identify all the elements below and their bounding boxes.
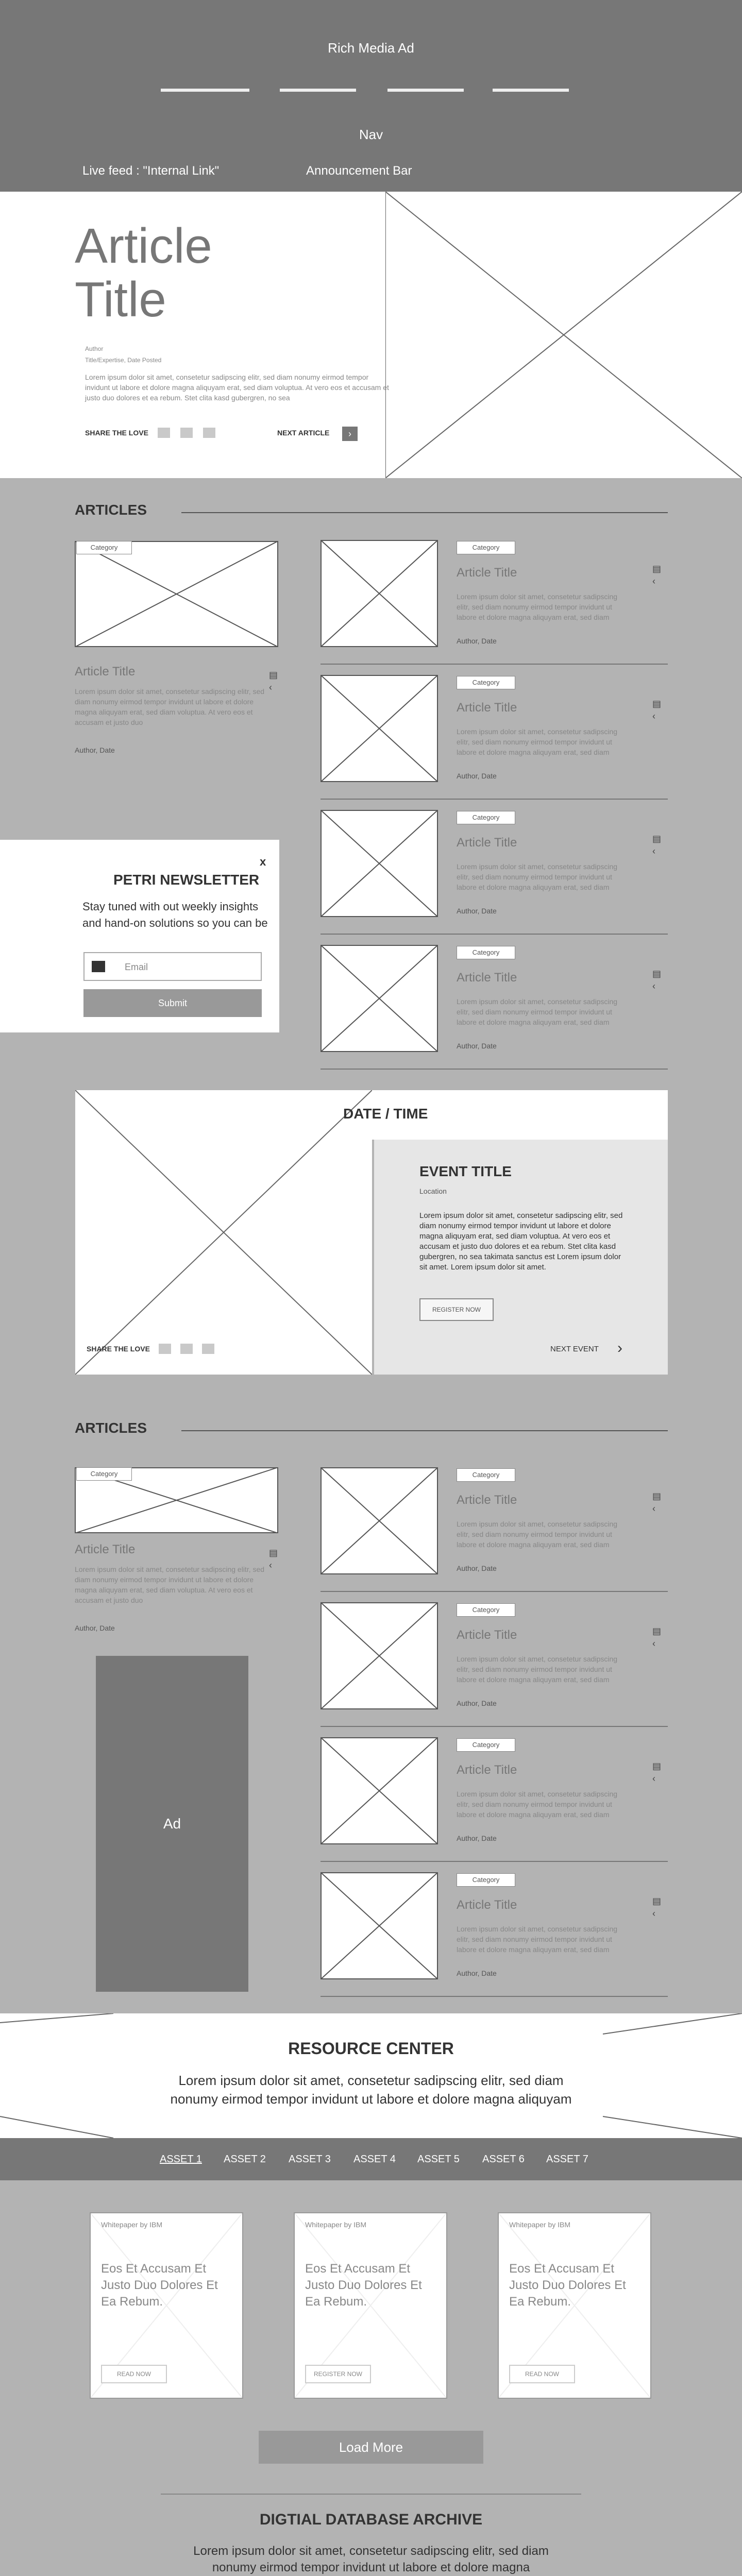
close-icon[interactable]: x bbox=[260, 855, 266, 868]
divider bbox=[161, 2494, 581, 2495]
category-tag[interactable]: Category bbox=[457, 1468, 515, 1482]
event-date-time: DATE / TIME bbox=[343, 1106, 428, 1122]
article-image-placeholder bbox=[321, 810, 438, 917]
author-date: Author, Date bbox=[457, 772, 497, 780]
article-image-placeholder bbox=[321, 945, 438, 1052]
tab-asset-1[interactable]: ASSET 1 bbox=[160, 2154, 202, 2165]
card-source: Whitepaper by IBM bbox=[101, 2221, 163, 2229]
ad-placeholder[interactable]: Ad bbox=[96, 1656, 248, 1992]
share-icon[interactable]: ‹ bbox=[652, 1503, 655, 1514]
nav-item[interactable] bbox=[280, 89, 356, 92]
share-icon[interactable]: ‹ bbox=[652, 1773, 655, 1784]
category-tag[interactable]: Category bbox=[76, 541, 132, 554]
register-now-button[interactable]: REGISTER NOW bbox=[419, 1298, 494, 1321]
share-icon[interactable]: ‹ bbox=[652, 846, 655, 856]
tab-asset-3[interactable]: ASSET 3 bbox=[289, 2154, 331, 2165]
rich-media-ad[interactable]: Rich Media Ad bbox=[328, 40, 414, 56]
envelope-icon bbox=[92, 961, 105, 972]
asset-tabs bbox=[0, 2138, 742, 2180]
share-icon[interactable]: ‹ bbox=[652, 1908, 655, 1919]
newsletter-heading: PETRI NEWSLETTER bbox=[113, 872, 260, 888]
article-image-placeholder bbox=[321, 1602, 438, 1709]
author-date: Author, Date bbox=[457, 1699, 497, 1707]
event-description: Lorem ipsum dolor sit amet, consetetur sadipscing elitr, sed diam nonumy eirmod tempor invidunt ut labore et dolore magna aliquyam erat, sed diam voluptua. At vero eos et accusam et justo duo dolores et ea rebum. Stet clita kasd gubergren, no sea takimata sanctus est Lorem ipsum dolor sit amet. Lorem ipsum dolor sit amet. bbox=[419, 1211, 623, 1272]
category-tag[interactable]: Category bbox=[457, 1873, 515, 1887]
card-source: Whitepaper by IBM bbox=[305, 2221, 367, 2229]
category-tag[interactable]: Category bbox=[457, 676, 515, 689]
author-date: Author, Date bbox=[457, 1564, 497, 1572]
comment-icon[interactable]: ▤ bbox=[269, 670, 278, 680]
title-expertise-date: Title/Expertise, Date Posted bbox=[85, 357, 162, 364]
article-title bbox=[75, 219, 212, 327]
article-title[interactable]: Article Title bbox=[457, 1763, 517, 1777]
comment-icon[interactable]: ▤ bbox=[652, 1626, 662, 1636]
category-tag[interactable]: Category bbox=[457, 811, 515, 824]
article-image-placeholder bbox=[321, 675, 438, 782]
tab-asset-6[interactable]: ASSET 6 bbox=[482, 2154, 525, 2165]
hero-article bbox=[0, 192, 742, 478]
author-date: Author, Date bbox=[75, 746, 115, 754]
comment-icon[interactable]: ▤ bbox=[652, 699, 662, 709]
share-icon[interactable]: ‹ bbox=[269, 682, 272, 692]
archive-heading: DIGTIAL DATABASE ARCHIVE bbox=[259, 2511, 483, 2528]
announcement-bar[interactable]: Announcement Bar bbox=[306, 164, 412, 178]
divider bbox=[321, 1861, 668, 1862]
newsletter-popup bbox=[0, 840, 279, 1032]
divider bbox=[321, 1996, 668, 1997]
card-title: Eos Et Accusam Et Justo Duo Dolores Et Ea Rebum. bbox=[509, 2262, 626, 2309]
tab-asset-7[interactable]: ASSET 7 bbox=[546, 2154, 588, 2165]
article-title[interactable]: Article Title bbox=[457, 701, 517, 715]
tab-asset-4[interactable]: ASSET 4 bbox=[353, 2154, 396, 2165]
article-image-placeholder bbox=[321, 540, 438, 647]
author-date: Author, Date bbox=[457, 907, 497, 915]
next-event-label[interactable]: NEXT EVENT bbox=[550, 1345, 599, 1353]
share-icon[interactable]: ‹ bbox=[652, 1638, 655, 1649]
share-icon[interactable] bbox=[180, 1344, 193, 1354]
comment-icon[interactable]: ▤ bbox=[652, 1896, 662, 1906]
email-placeholder: Email bbox=[125, 962, 148, 972]
nav-label: Nav bbox=[359, 127, 383, 142]
articles-heading: ARTICLES bbox=[75, 1420, 147, 1436]
share-icon[interactable] bbox=[158, 428, 170, 438]
divider bbox=[321, 934, 668, 935]
share-icon[interactable]: ‹ bbox=[652, 576, 655, 586]
divider bbox=[321, 1069, 668, 1070]
live-feed-link[interactable]: Live feed : "Internal Link" bbox=[82, 164, 220, 178]
article-excerpt: Lorem ipsum dolor sit amet, consetetur sadipscing elitr, sed diam nonumy eirmod tempor invidunt ut labore et dolore magna aliquyam erat, sed diam bbox=[457, 727, 618, 756]
divider bbox=[181, 512, 668, 513]
author-date: Author, Date bbox=[457, 1042, 497, 1050]
comment-icon[interactable]: ▤ bbox=[652, 1761, 662, 1771]
share-icon[interactable]: ‹ bbox=[652, 981, 655, 991]
share-label: SHARE THE LOVE bbox=[85, 429, 148, 437]
author-date: Author, Date bbox=[457, 1969, 497, 1977]
card-button[interactable]: REGISTER NOW bbox=[305, 2365, 371, 2383]
share-icon[interactable]: ‹ bbox=[269, 1560, 272, 1570]
event-title[interactable]: EVENT TITLE bbox=[419, 1163, 512, 1179]
divider bbox=[181, 1430, 668, 1431]
resource-center bbox=[0, 2013, 742, 2138]
comment-icon[interactable]: ▤ bbox=[652, 969, 662, 979]
article-title[interactable]: Article Title bbox=[75, 665, 136, 679]
article-title[interactable]: Article Title bbox=[457, 971, 517, 985]
article-title[interactable]: Article Title bbox=[457, 836, 517, 850]
article-image-placeholder bbox=[321, 1467, 438, 1574]
article-title[interactable]: Article Title bbox=[457, 566, 517, 580]
nav-item[interactable] bbox=[387, 89, 464, 92]
article-excerpt: Lorem ipsum dolor sit amet, consetetur sadipscing elitr, sed diam nonumy eirmod tempor invidunt ut labore et dolore magna aliquyam erat, sed diam voluptua. At vero eos et accusam et justo duo bbox=[75, 1565, 265, 1604]
category-tag[interactable]: Category bbox=[76, 1467, 132, 1481]
article-title[interactable]: Article Title bbox=[457, 1493, 517, 1507]
divider bbox=[321, 799, 668, 800]
author: Author bbox=[85, 345, 104, 352]
article-image-placeholder bbox=[321, 1737, 438, 1844]
article-title[interactable]: Article Title bbox=[457, 1898, 517, 1912]
article-title[interactable]: Article Title bbox=[457, 1628, 517, 1642]
resource-card[interactable] bbox=[294, 2212, 447, 2399]
article-excerpt: Lorem ipsum dolor sit amet, consetetur sadipscing elitr, sed diam nonumy eirmod tempor invidunt ut labore et dolore magna aliquyam erat, sed diam voluptua. At vero eos et accusam et justo duo bbox=[75, 687, 265, 726]
article-excerpt: Lorem ipsum dolor sit amet, consetetur sadipscing elitr, sed diam nonumy eirmod tempor invidunt ut labore et dolore magna aliquyam erat, sed diam bbox=[457, 592, 618, 621]
article-excerpt: Lorem ipsum dolor sit amet, consetetur sadipscing elitr, sed diam nonumy eirmod tempor invidunt ut labore et dolore magna aliquyam erat, sed diam voluptua. At vero eos et accusam et justo duo dolores et ea rebum. Stet clita kasd gubergren, no sea bbox=[85, 373, 389, 402]
comment-icon[interactable]: ▤ bbox=[652, 834, 662, 844]
next-arrow-icon[interactable]: › bbox=[342, 427, 358, 441]
event-image-panel bbox=[75, 1090, 372, 1375]
card-button[interactable]: READ NOW bbox=[509, 2365, 575, 2383]
article-excerpt: Lorem ipsum dolor sit amet, consetetur sadipscing elitr, sed diam nonumy eirmod tempor invidunt ut labore et dolore magna aliquyam erat, sed diam bbox=[457, 1520, 618, 1549]
comment-icon[interactable]: ▤ bbox=[269, 1548, 278, 1558]
card-title: Eos Et Accusam Et Justo Duo Dolores Et Ea Rebum. bbox=[305, 2262, 422, 2309]
articles-heading: ARTICLES bbox=[75, 502, 147, 518]
card-source: Whitepaper by IBM bbox=[509, 2221, 571, 2229]
resource-description: Lorem ipsum dolor sit amet, consetetur sadipscing elitr, sed diam nonumy eirmod tempor invidunt ut labore et dolore magna aliquyam bbox=[170, 2073, 572, 2107]
share-icon[interactable] bbox=[202, 1344, 214, 1354]
resource-heading: RESOURCE CENTER bbox=[288, 2039, 454, 2058]
archive-description: Lorem ipsum dolor sit amet, consetetur sadipscing elitr, sed diam nonumy eirmod tempor invidunt ut labore et dolore magna bbox=[193, 2544, 549, 2574]
article-excerpt: Lorem ipsum dolor sit amet, consetetur sadipscing elitr, sed diam nonumy eirmod tempor invidunt ut labore et dolore magna aliquyam erat, sed diam bbox=[457, 997, 618, 1026]
comment-icon[interactable]: ▤ bbox=[652, 564, 662, 574]
category-tag[interactable]: Category bbox=[457, 1738, 515, 1752]
resource-card[interactable] bbox=[90, 2212, 243, 2399]
author-date: Author, Date bbox=[457, 1834, 497, 1842]
card-title: Eos Et Accusam Et Justo Duo Dolores Et Ea Rebum. bbox=[101, 2262, 218, 2309]
divider bbox=[321, 1726, 668, 1727]
category-tag[interactable]: Category bbox=[457, 946, 515, 959]
author-date: Author, Date bbox=[457, 637, 497, 645]
article-excerpt: Lorem ipsum dolor sit amet, consetetur sadipscing elitr, sed diam nonumy eirmod tempor invidunt ut labore et dolore magna aliquyam erat, sed diam bbox=[457, 1655, 618, 1684]
next-arrow-icon[interactable]: › bbox=[617, 1340, 622, 1357]
article-excerpt: Lorem ipsum dolor sit amet, consetetur sadipscing elitr, sed diam nonumy eirmod tempor invidunt ut labore et dolore magna aliquyam erat, sed diam bbox=[457, 1790, 618, 1819]
nav-item[interactable] bbox=[161, 89, 249, 92]
article-image-placeholder bbox=[321, 1872, 438, 1979]
comment-icon[interactable]: ▤ bbox=[652, 1491, 662, 1501]
article-excerpt: Lorem ipsum dolor sit amet, consetetur sadipscing elitr, sed diam nonumy eirmod tempor invidunt ut labore et dolore magna aliquyam erat, sed diam bbox=[457, 862, 618, 891]
nav-item[interactable] bbox=[493, 89, 569, 92]
article-excerpt: Lorem ipsum dolor sit amet, consetetur sadipscing elitr, sed diam nonumy eirmod tempor invidunt ut labore et dolore magna aliquyam erat, sed diam bbox=[457, 1925, 618, 1954]
submit-button[interactable]: Submit bbox=[83, 989, 262, 1017]
tab-asset-5[interactable]: ASSET 5 bbox=[417, 2154, 460, 2165]
category-tag[interactable]: Category bbox=[457, 541, 515, 554]
resource-card[interactable] bbox=[498, 2212, 651, 2399]
article-title-line-2: Title bbox=[75, 272, 166, 327]
divider bbox=[321, 1591, 668, 1592]
tab-asset-2[interactable]: ASSET 2 bbox=[224, 2154, 266, 2165]
author-date: Author, Date bbox=[75, 1624, 115, 1632]
share-label: SHARE THE LOVE bbox=[87, 1345, 150, 1353]
category-tag[interactable]: Category bbox=[457, 1603, 515, 1617]
next-article-label[interactable]: NEXT ARTICLE bbox=[277, 429, 330, 437]
article-title[interactable]: Article Title bbox=[75, 1543, 136, 1556]
hero-image-placeholder bbox=[385, 192, 742, 478]
top-banner bbox=[0, 0, 742, 192]
share-icon[interactable]: ‹ bbox=[652, 711, 655, 721]
load-more-button[interactable]: Load More bbox=[259, 2431, 483, 2464]
divider bbox=[321, 664, 668, 665]
share-icon[interactable] bbox=[180, 428, 193, 438]
article-title-line-1: Article bbox=[75, 218, 212, 274]
share-icon[interactable] bbox=[159, 1344, 171, 1354]
event-location: Location bbox=[419, 1187, 447, 1195]
newsletter-text: Stay tuned with out weekly insights and hand-on solutions so you can be bbox=[82, 900, 268, 929]
email-field[interactable] bbox=[83, 952, 262, 981]
share-icon[interactable] bbox=[203, 428, 215, 438]
article-image-placeholder bbox=[75, 541, 278, 647]
event-image-placeholder bbox=[75, 1090, 372, 1375]
card-button[interactable]: READ NOW bbox=[101, 2365, 167, 2383]
